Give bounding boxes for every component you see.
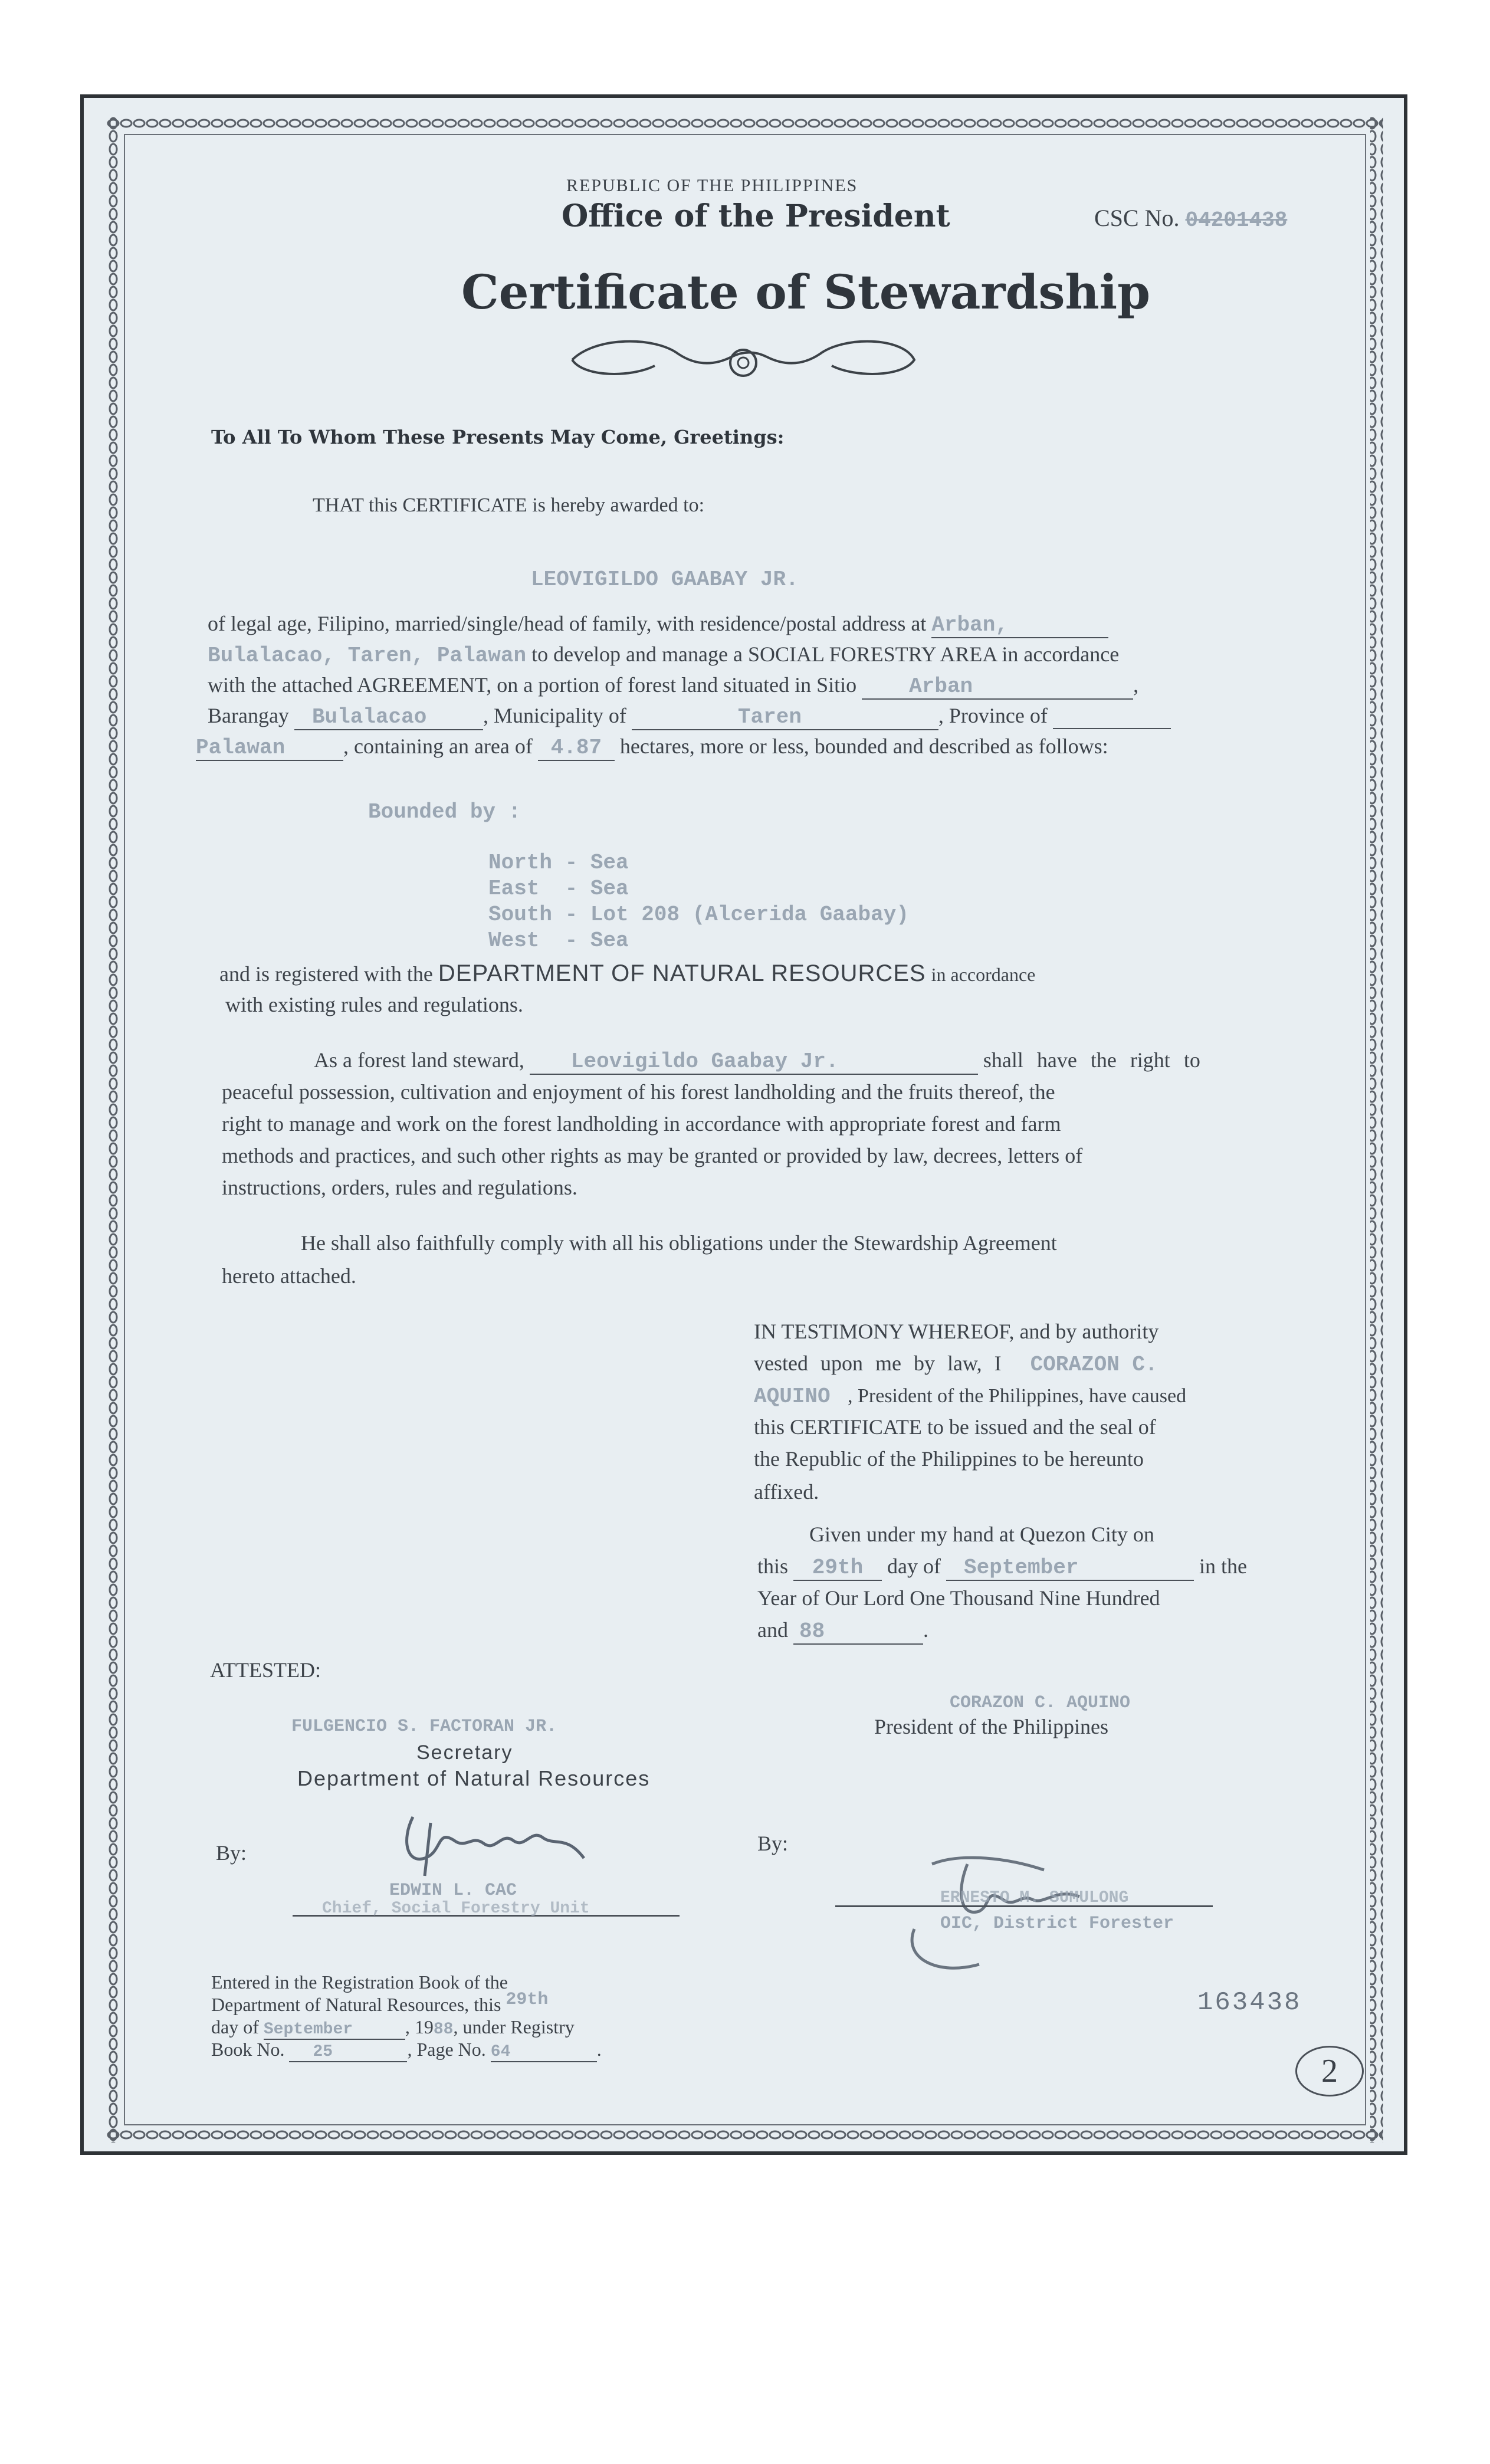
republic-heading: REPUBLIC OF THE PHILIPPINES xyxy=(566,176,858,195)
greeting-line: To All To Whom These Presents May Come, Greetings: xyxy=(211,426,785,448)
flourish-ornament xyxy=(560,330,926,389)
steward-line-3: right to manage and work on the forest landholding in accordance with appropriate forest and farm xyxy=(222,1112,1061,1136)
registered-line-2: with existing rules and regulations. xyxy=(225,993,523,1016)
office-heading: Office of the President xyxy=(562,198,950,234)
registry-page-label: , Page No. xyxy=(407,2039,486,2060)
csc-number: 04201438 xyxy=(1185,208,1288,232)
registry-page: 64 xyxy=(491,2043,597,2062)
sitio-value: Arban xyxy=(862,674,1133,700)
csc-label: CSC No. xyxy=(1094,205,1180,231)
registry-dept: Department of Natural Resources, this xyxy=(211,1994,501,2015)
given-this: this xyxy=(757,1554,789,1578)
barangay-value: Bulalacao xyxy=(294,705,483,730)
registry-day: 29th xyxy=(506,1990,549,2010)
steward-pre: As a forest land steward, xyxy=(314,1048,524,1072)
province-label: , Province of xyxy=(938,704,1048,727)
bounds-heading: Bounded by : xyxy=(368,800,521,824)
body-line-2 xyxy=(208,642,1119,668)
testimony-line-3 xyxy=(754,1383,1186,1409)
given-in-the: in the xyxy=(1199,1554,1247,1578)
body-line-2-text: to develop and manage a SOCIAL FORESTRY AREA in accordance xyxy=(531,642,1120,666)
awarded-intro: THAT this CERTIFICATE is hereby awarded to: xyxy=(313,494,705,516)
president-title: President of the Philippines xyxy=(874,1715,1108,1738)
bound-west: West - Sea xyxy=(488,928,629,953)
province-value: Palawan xyxy=(196,736,343,761)
bound-east: East - Sea xyxy=(488,877,629,901)
testimony-line-1: IN TESTIMONY WHEREOF, and by authority xyxy=(754,1320,1159,1343)
awardee-name: LEOVIGILDO GAABAY JR. xyxy=(531,567,799,592)
by-label-right: By: xyxy=(757,1832,789,1855)
comply-line-1: He shall also faithfully comply with all his obligations under the Stewardship Agreement xyxy=(301,1231,1057,1255)
given-line-2 xyxy=(757,1554,1247,1581)
given-and: and xyxy=(757,1618,788,1642)
registry-line-2 xyxy=(211,1990,549,2017)
given-month: September xyxy=(946,1556,1194,1581)
registry-month: September xyxy=(264,2020,405,2040)
body-line-3-text: with the attached AGREEMENT, on a portion of forest land situated in Sitio xyxy=(208,673,857,697)
district-name: ERNESTO M. SUMULONG xyxy=(940,1889,1129,1907)
district-signature xyxy=(844,1840,1174,1982)
registered-dept: DEPARTMENT OF NATURAL RESOURCES xyxy=(438,960,926,986)
bound-north: North - Sea xyxy=(488,851,629,875)
registry-line-4: Book No. 25 , Page No. 64 . xyxy=(211,2039,602,2061)
given-line-3: Year of Our Lord One Thousand Nine Hundred xyxy=(757,1586,1160,1610)
area-post-text: hectares, more or less, bounded and described as follows: xyxy=(619,734,1108,758)
area-label: , containing an area of xyxy=(343,734,533,758)
steward-line-1 xyxy=(314,1048,1200,1075)
registry-day-of: day of xyxy=(211,2016,259,2038)
registry-line-3 xyxy=(211,2016,575,2040)
by-label-left: By: xyxy=(216,1841,247,1865)
testimony-line-5: the Republic of the Philippines to be hereunto xyxy=(754,1447,1144,1471)
registry-under: , under Registry xyxy=(453,2016,575,2038)
district-title: OIC, District Forester xyxy=(940,1914,1174,1934)
serial-number: 163438 xyxy=(1197,1988,1302,2017)
body-line-1 xyxy=(208,611,1108,638)
given-year: 88 xyxy=(793,1619,923,1645)
registry-line-1: Entered in the Registration Book of the xyxy=(211,1971,508,1993)
page-mark xyxy=(1295,2046,1364,2096)
bound-south: South - Lot 208 (Alcerida Gaabay) xyxy=(488,903,909,927)
body-line-4 xyxy=(208,703,1171,730)
given-line-4: and 88 . xyxy=(757,1618,928,1643)
chief-title: Chief, Social Forestry Unit xyxy=(322,1899,590,1918)
attested-label: ATTESTED: xyxy=(210,1658,321,1682)
given-line-1: Given under my hand at Quezon City on xyxy=(809,1523,1154,1546)
testimony-president-1: CORAZON C. xyxy=(1030,1353,1158,1377)
testimony-line-6: affixed. xyxy=(754,1480,819,1504)
body-line-1-text: of legal age, Filipino, married/single/head of family, with residence/postal address at xyxy=(208,612,927,635)
barangay-label: Barangay xyxy=(208,704,289,727)
secretary-dept: Department of Natural Resources xyxy=(297,1766,651,1790)
steward-name: Leovigildo Gaabay Jr. xyxy=(530,1049,978,1075)
municipality-value: Taren xyxy=(632,705,938,730)
testimony-president-2: AQUINO xyxy=(754,1384,831,1409)
secretary-name: FULGENCIO S. FACTORAN JR. xyxy=(291,1717,557,1737)
registry-year: 88 xyxy=(433,2020,454,2039)
testimony-vested: vested upon me by law, I xyxy=(754,1351,1002,1375)
registered-pre: and is registered with the xyxy=(219,962,433,986)
testimony-caused: , President of the Philippines, have caused xyxy=(848,1385,1187,1407)
page-mark-number: 2 xyxy=(1321,2053,1338,2089)
address-2: Bulalacao, Taren, Palawan xyxy=(208,644,527,668)
registry-book: 25 xyxy=(289,2043,407,2062)
chief-signature xyxy=(389,1805,613,1888)
steward-line-4: methods and practices, and such other rights as may be granted or provided by law, decrees, letters of xyxy=(222,1144,1083,1167)
testimony-line-4: this CERTIFICATE to be issued and the seal of xyxy=(754,1415,1156,1439)
given-day: 29th xyxy=(793,1556,882,1581)
body-line-5 xyxy=(196,734,1108,761)
csc-number-label xyxy=(1094,204,1287,232)
comply-line-2: hereto attached. xyxy=(222,1264,356,1288)
body-line-3: with the attached AGREEMENT, on a portion of forest land situated in Sitio Arban , xyxy=(208,673,1139,698)
province-blank xyxy=(1053,703,1171,729)
registered-line-1 xyxy=(219,960,1035,987)
given-day-of: day of xyxy=(887,1554,941,1578)
certificate-title: Certificate of Stewardship xyxy=(461,264,1151,320)
chief-name: EDWIN L. CAC xyxy=(389,1881,517,1901)
registry-19: , 19 xyxy=(405,2016,434,2038)
address-1: Arban, xyxy=(931,613,1108,638)
municipality-label: , Municipality of xyxy=(483,704,626,727)
district-signature-line xyxy=(835,1905,1213,1907)
secretary-title: Secretary xyxy=(416,1741,513,1764)
steward-line-2: peaceful possession, cultivation and enjoyment of his forest landholding and the fruits thereof, the xyxy=(222,1080,1055,1104)
registry-book-label: Book No. xyxy=(211,2039,285,2060)
testimony-line-2 xyxy=(754,1351,1158,1377)
president-signature-name: CORAZON C. AQUINO xyxy=(950,1693,1131,1713)
steward-post: shall have the right to xyxy=(983,1048,1200,1072)
registered-post: in accordance xyxy=(931,964,1036,985)
area-value: 4.87 xyxy=(538,736,615,761)
steward-line-5: instructions, orders, rules and regulations. xyxy=(222,1176,577,1199)
